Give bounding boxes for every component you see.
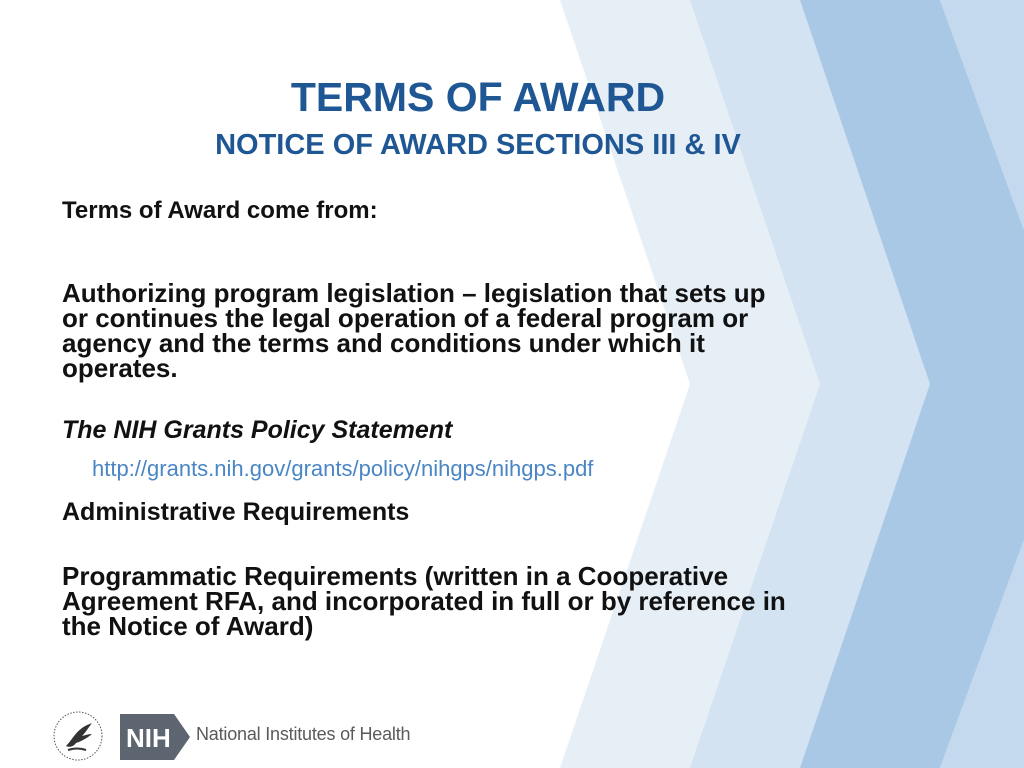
item-legislation-line: or continues the legal operation of a federal program or: [62, 303, 749, 333]
item-programmatic-line: Programmatic Requirements (written in a Cooperative: [62, 561, 729, 591]
item-legislation-line: agency and the terms and conditions under which it: [62, 328, 705, 358]
item-grants-policy: The NIH Grants Policy Statement: [62, 416, 453, 444]
item-legislation-line: operates.: [62, 353, 178, 383]
slide-subtitle: NOTICE OF AWARD SECTIONS III & IV: [215, 129, 741, 161]
grants-policy-link[interactable]: http://grants.nih.gov/grants/policy/nihgps/nihgps.pdf: [92, 456, 594, 481]
title-block: [0, 74, 956, 162]
item-programmatic-line: Agreement RFA, and incorporated in full or by reference in: [62, 586, 786, 616]
nih-logo-icon: [120, 714, 190, 760]
item-legislation: [62, 278, 922, 383]
item-programmatic: [62, 561, 922, 641]
hhs-seal-icon: [52, 710, 104, 762]
item-legislation-line: Authorizing program legislation – legislation that sets up: [62, 278, 766, 308]
intro-text: Terms of Award come from:: [62, 197, 378, 224]
slide-title: TERMS OF AWARD: [290, 74, 666, 120]
nih-abbrev: NIH: [126, 723, 171, 753]
nih-name: National Institutes of Health: [196, 724, 411, 744]
item-programmatic-line: the Notice of Award): [62, 611, 314, 641]
item-administrative: Administrative Requirements: [62, 498, 410, 526]
